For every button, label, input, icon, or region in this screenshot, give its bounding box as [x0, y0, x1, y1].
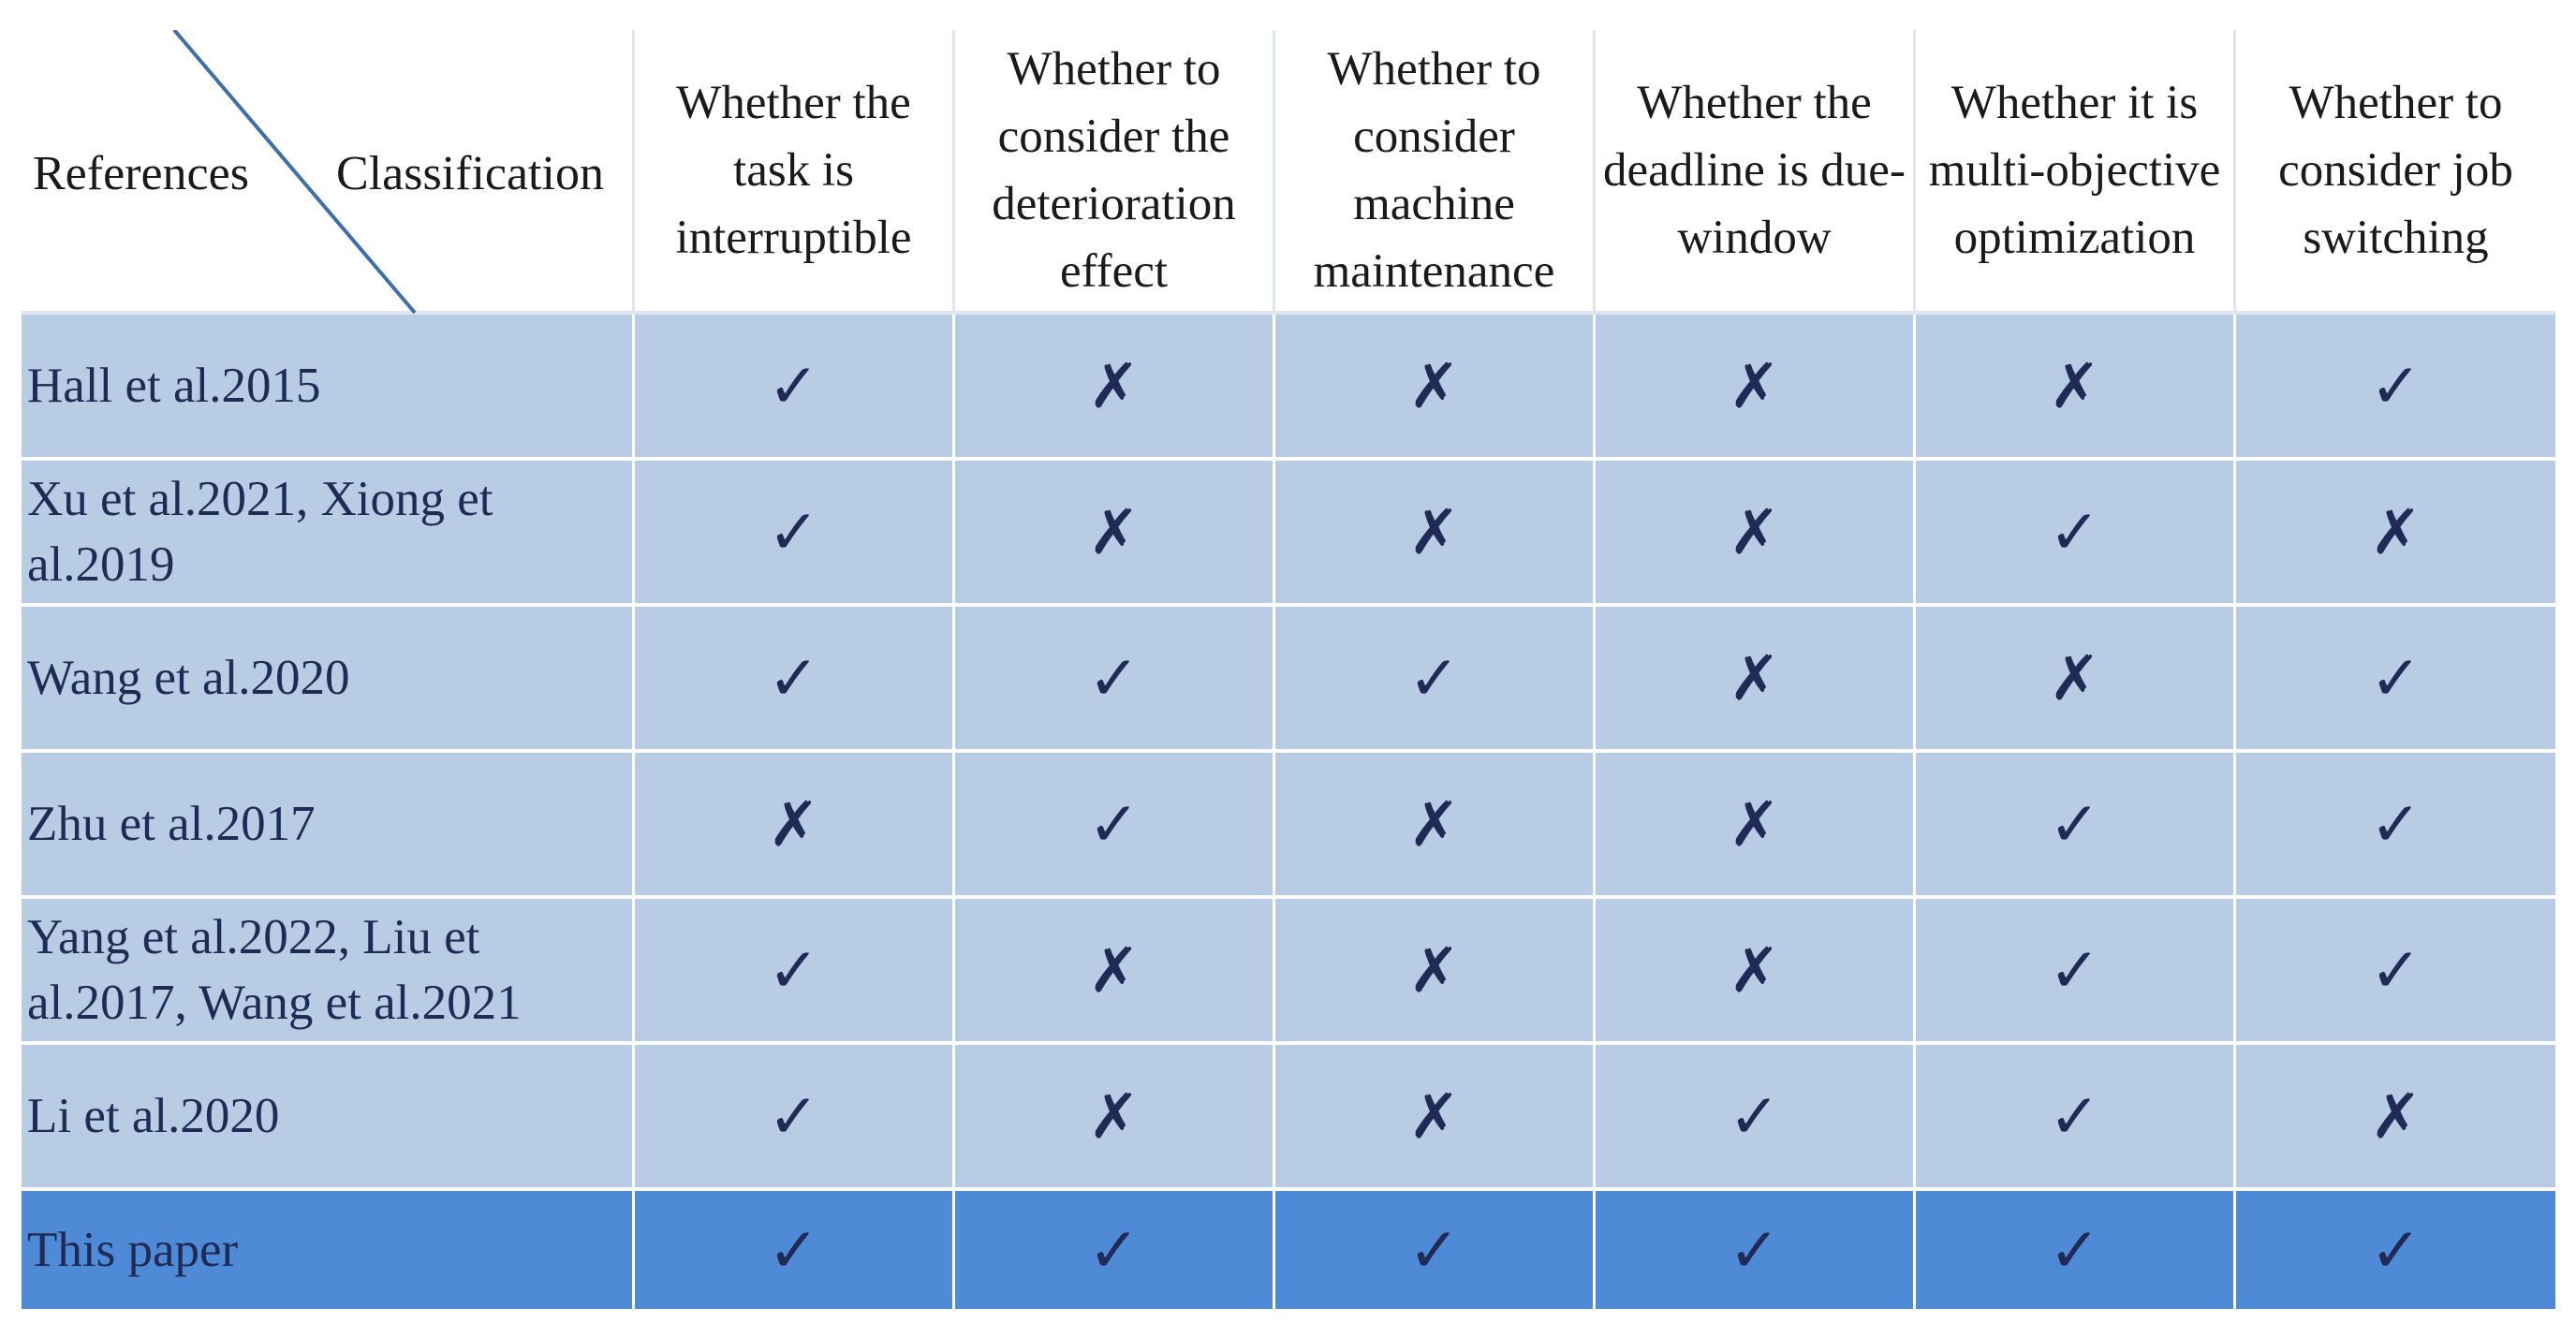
mark-cell [1916, 899, 2236, 1045]
reference-cell: Hall et al.2015 [22, 315, 635, 461]
column-header-multi-objective: Whether it is multi-objective optimization [1916, 30, 2236, 315]
mark-cell [1275, 1045, 1596, 1191]
column-header-due-window: Whether the deadline is due-window [1596, 30, 1916, 315]
mark-icon: ✓ [767, 933, 820, 1007]
mark-cell [2236, 461, 2555, 607]
mark-icon: ✗ [1728, 641, 1781, 714]
mark-cell [1596, 753, 1916, 899]
mark-icon: ✓ [2369, 933, 2422, 1007]
mark-cell [2236, 899, 2555, 1045]
comparison-table [22, 30, 2555, 1309]
mark-cell [635, 899, 955, 1045]
reference-cell: Li et al.2020 [22, 1045, 635, 1191]
mark-cell [955, 1045, 1275, 1191]
mark-cell [955, 315, 1275, 461]
mark-icon: ✓ [767, 1080, 820, 1153]
mark-cell [2236, 607, 2555, 753]
mark-icon: ✓ [1407, 1213, 1461, 1286]
mark-icon: ✗ [2048, 349, 2101, 422]
mark-icon: ✗ [1407, 1080, 1461, 1153]
mark-icon: ✓ [1087, 1213, 1141, 1286]
mark-icon: ✓ [767, 1213, 820, 1286]
mark-cell [955, 753, 1275, 899]
mark-icon: ✗ [1728, 495, 1781, 568]
mark-icon: ✓ [767, 349, 820, 422]
mark-icon: ✓ [2048, 495, 2101, 568]
mark-icon: ✓ [1407, 641, 1461, 714]
mark-cell [635, 315, 955, 461]
mark-icon: ✓ [1087, 641, 1141, 714]
mark-icon: ✓ [2048, 1080, 2101, 1153]
mark-cell [1916, 461, 2236, 607]
reference-cell: Zhu et al.2017 [22, 753, 635, 899]
mark-cell [1596, 461, 1916, 607]
mark-icon: ✗ [1087, 349, 1141, 422]
mark-cell [1275, 1191, 1596, 1309]
mark-cell [635, 1191, 955, 1309]
mark-icon: ✗ [1728, 349, 1781, 422]
mark-cell [635, 1045, 955, 1191]
mark-cell [955, 899, 1275, 1045]
mark-icon: ✗ [2048, 641, 2101, 714]
mark-icon: ✓ [1087, 787, 1141, 860]
mark-cell [1275, 753, 1596, 899]
column-header-job-switching: Whether to consider job switching [2236, 30, 2555, 315]
mark-icon: ✓ [1728, 1080, 1781, 1153]
mark-icon: ✓ [2048, 787, 2101, 860]
mark-cell [2236, 1191, 2555, 1309]
table-grid [22, 30, 2555, 1309]
mark-cell [955, 607, 1275, 753]
reference-cell: Xu et al.2021, Xiong et al.2019 [22, 461, 635, 607]
mark-cell [2236, 1045, 2555, 1191]
mark-icon: ✗ [1087, 495, 1141, 568]
references-label: References [33, 147, 249, 200]
mark-icon: ✓ [2048, 1213, 2101, 1286]
mark-cell [2236, 315, 2555, 461]
mark-icon: ✗ [1728, 787, 1781, 860]
mark-icon: ✓ [2048, 933, 2101, 1007]
reference-cell: Yang et al.2022, Liu et al.2017, Wang et al.2021 [22, 899, 635, 1045]
mark-icon: ✗ [1087, 933, 1141, 1007]
mark-icon: ✗ [2369, 1080, 2422, 1153]
mark-cell [1916, 315, 2236, 461]
mark-icon: ✗ [1087, 1080, 1141, 1153]
mark-cell [635, 461, 955, 607]
mark-icon: ✓ [2369, 641, 2422, 714]
mark-cell [1275, 607, 1596, 753]
mark-cell [1596, 899, 1916, 1045]
mark-cell [1916, 1191, 2236, 1309]
reference-cell-this-paper: This paper [22, 1191, 635, 1309]
mark-cell [2236, 753, 2555, 899]
mark-icon: ✓ [767, 641, 820, 714]
mark-icon: ✓ [2369, 349, 2422, 422]
mark-cell [635, 607, 955, 753]
mark-icon: ✗ [1407, 933, 1461, 1007]
mark-cell [1596, 1045, 1916, 1191]
mark-cell [1916, 1045, 2236, 1191]
mark-icon: ✓ [767, 495, 820, 568]
mark-icon: ✗ [1407, 349, 1461, 422]
mark-icon: ✗ [767, 787, 820, 860]
mark-cell [1916, 753, 2236, 899]
mark-cell [1596, 607, 1916, 753]
corner-header-cell [22, 30, 635, 315]
mark-icon: ✗ [1728, 933, 1781, 1007]
mark-icon: ✗ [1407, 787, 1461, 860]
mark-icon: ✓ [1728, 1213, 1781, 1286]
column-header-maintenance: Whether to consider machine maintenance [1275, 30, 1596, 315]
column-header-deterioration: Whether to consider the deterioration effect [955, 30, 1275, 315]
mark-cell [1275, 315, 1596, 461]
mark-cell [1275, 461, 1596, 607]
mark-cell [955, 1191, 1275, 1309]
mark-icon: ✗ [2369, 495, 2422, 568]
mark-cell [1275, 899, 1596, 1045]
mark-cell [955, 461, 1275, 607]
mark-cell [1596, 315, 1916, 461]
mark-icon: ✓ [2369, 787, 2422, 860]
reference-cell: Wang et al.2020 [22, 607, 635, 753]
column-header-interruptible: Whether the task is interruptible [635, 30, 955, 315]
mark-cell [1916, 607, 2236, 753]
mark-cell [635, 753, 955, 899]
mark-icon: ✓ [2369, 1213, 2422, 1286]
classification-label: Classification [336, 147, 604, 200]
mark-cell [1596, 1191, 1916, 1309]
mark-icon: ✗ [1407, 495, 1461, 568]
